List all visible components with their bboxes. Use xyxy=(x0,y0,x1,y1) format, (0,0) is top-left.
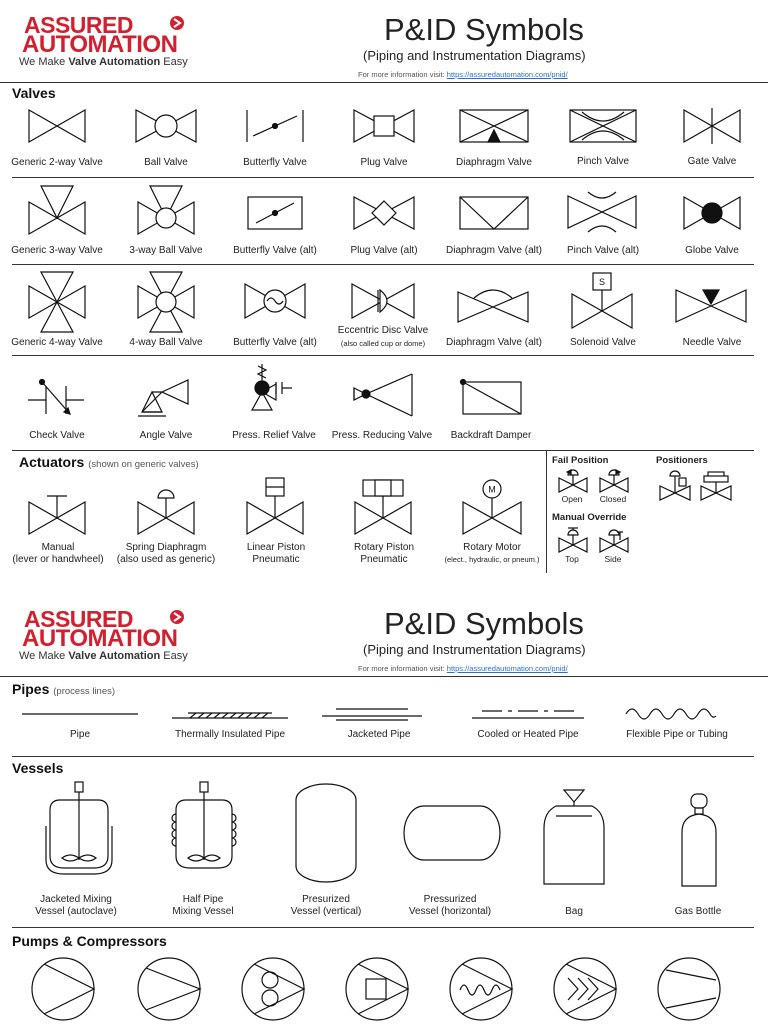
label-cooled-heated-pipe: Cooled or Heated Pipe xyxy=(477,729,579,740)
half-pipe-mixing-vessel-icon xyxy=(168,780,240,876)
linear-piston-actuator-icon xyxy=(245,476,305,536)
flexible-pipe-icon xyxy=(624,704,718,722)
bag-icon xyxy=(542,788,606,886)
label-diaphragm-valve-alt2: Diaphragm Valve (alt) xyxy=(446,337,542,348)
page-title: P&ID Symbols xyxy=(384,12,584,47)
label-spring-diaphragm: Spring Diaphragm (also used as generic) xyxy=(116,542,216,565)
label-jacketed-pipe: Jacketed Pipe xyxy=(347,729,411,740)
label-angle-valve: Angle Valve xyxy=(139,430,193,441)
label-4way-ball-valve: 4-way Ball Valve xyxy=(129,337,203,348)
label-rotary-motor: Rotary Motor (elect., hydraulic, or pneum.) xyxy=(444,542,540,564)
tagline: We Make Valve Automation Easy xyxy=(19,56,188,68)
label-pressure-reducing-valve: Press. Reducing Valve xyxy=(331,430,433,441)
pump-icon xyxy=(30,956,96,1022)
more-info-link[interactable]: https://assuredautomation.com/pnid/ xyxy=(446,70,568,79)
generic-4way-valve-icon xyxy=(27,270,87,334)
tagline: We Make Valve Automation Easy xyxy=(19,650,188,662)
page-subtitle: (Piping and Instrumentation Diagrams) xyxy=(363,642,586,657)
3way-ball-valve-icon xyxy=(136,184,196,236)
label-generic-3way-valve: Generic 3-way Valve xyxy=(11,245,103,256)
label-backdraft-damper: Backdraft Damper xyxy=(450,430,532,441)
pressure-reducing-valve-icon xyxy=(350,372,416,420)
label-fail-open: Open xyxy=(561,494,583,504)
divider xyxy=(0,676,768,677)
section-pipes: Pipes (process lines) xyxy=(12,681,116,697)
plug-valve-alt-icon xyxy=(352,195,416,231)
manual-actuator-icon xyxy=(27,494,87,536)
row-divider xyxy=(12,927,754,928)
4way-ball-valve-icon xyxy=(136,270,196,334)
gate-valve-icon xyxy=(682,108,742,144)
label-gas-bottle: Gas Bottle xyxy=(674,906,722,917)
section-vessels: Vessels xyxy=(12,760,64,776)
label-plug-valve-alt: Plug Valve (alt) xyxy=(350,245,418,256)
label-gate-valve: Gate Valve xyxy=(687,156,737,167)
jacketed-pipe-icon xyxy=(322,704,422,722)
label-eccentric-disc-valve: Eccentric Disc Valve xyxy=(337,325,429,336)
label-pinch-valve: Pinch Valve xyxy=(576,156,630,167)
label-insulated-pipe: Thermally Insulated Pipe xyxy=(174,729,286,740)
label-generic-2way-valve: Generic 2-way Valve xyxy=(11,157,103,168)
label-pipe: Pipe xyxy=(69,729,91,740)
logo-swirl-icon xyxy=(168,13,186,33)
pump-alt-icon xyxy=(136,956,202,1022)
section-actuators: Actuators (shown on generic valves) xyxy=(19,454,199,470)
backdraft-damper-icon xyxy=(459,378,525,418)
positioners-heading: Positioners xyxy=(656,455,708,466)
fail-open-icon xyxy=(558,470,588,494)
label-pressure-relief-valve: Press. Relief Valve xyxy=(232,430,316,441)
solenoid-valve-icon xyxy=(570,272,634,330)
check-valve-icon xyxy=(28,376,84,418)
label-diaphragm-valve-alt: Diaphragm Valve (alt) xyxy=(446,245,542,256)
label-half-pipe-mixing-vessel: Half Pipe Mixing Vessel xyxy=(172,894,234,917)
label-butterfly-valve-alt: Butterfly Valve (alt) xyxy=(233,245,317,256)
label-solenoid-valve: Solenoid Valve xyxy=(570,337,636,348)
label-ball-valve: Ball Valve xyxy=(144,157,188,168)
logo-automation: AUTOMATION xyxy=(22,625,178,652)
angle-valve-icon xyxy=(138,372,194,418)
label-check-valve: Check Valve xyxy=(29,430,85,441)
thermally-insulated-pipe-icon xyxy=(172,706,288,722)
logo-automation: AUTOMATION xyxy=(22,31,178,58)
label-rotary-piston: Rotary Piston Pneumatic xyxy=(353,542,415,565)
rotary-piston-actuator-icon xyxy=(353,476,413,536)
more-info: For more information visit: https://assuredautomation.com/pnid/ xyxy=(358,664,568,673)
label-butterfly-valve-alt2: Butterfly Valve (alt) xyxy=(233,337,317,348)
butterfly-valve-alt-icon xyxy=(246,195,304,231)
centrifugal-pump-icon xyxy=(656,956,722,1022)
rotary-motor-actuator-icon xyxy=(461,478,523,536)
diaphragm-valve-alt-icon xyxy=(458,195,530,231)
screw-pump-icon xyxy=(448,956,514,1022)
row-divider xyxy=(12,756,754,757)
cooled-heated-pipe-icon xyxy=(472,706,584,722)
row-divider xyxy=(12,450,754,451)
butterfly-valve-alt2-icon xyxy=(243,282,307,320)
page-title: P&ID Symbols xyxy=(384,606,584,641)
solenoid-letter: S xyxy=(598,277,606,287)
label-manual-actuator: Manual (lever or handwheel) xyxy=(12,542,104,565)
label-jacketed-mixing-vessel: Jacketed Mixing Vessel (autoclave) xyxy=(35,894,117,917)
multistage-pump-icon xyxy=(552,956,618,1022)
plug-valve-icon xyxy=(352,108,416,144)
label-pressurized-vessel-vertical: Presurized Vessel (vertical) xyxy=(290,894,362,917)
needle-valve-icon xyxy=(674,286,748,324)
more-info: For more information visit: https://assuredautomation.com/pnid/ xyxy=(358,70,568,79)
actuators-divider xyxy=(546,451,547,573)
spring-diaphragm-actuator-icon xyxy=(136,486,196,536)
label-pinch-valve-alt: Pinch Valve (alt) xyxy=(566,245,640,256)
divider xyxy=(0,82,768,83)
logo-assured: ASSURED xyxy=(24,606,133,632)
label-3way-ball-valve: 3-way Ball Valve xyxy=(129,245,203,256)
row-divider xyxy=(12,264,754,265)
lobe-pump-icon xyxy=(240,956,306,1022)
gas-bottle-icon xyxy=(678,792,720,888)
logo-assured: ASSURED xyxy=(24,12,133,38)
label-linear-piston: Linear Piston Pneumatic xyxy=(246,542,306,565)
pinch-valve-alt-icon xyxy=(566,190,638,232)
section-valves: Valves xyxy=(12,85,56,101)
generic-3way-valve-icon xyxy=(27,184,87,236)
ball-valve-icon xyxy=(134,108,198,144)
label-eccentric-disc-note: (also called cup or dome) xyxy=(340,339,426,348)
override-top-icon xyxy=(558,528,588,554)
page-subtitle: (Piping and Instrumentation Diagrams) xyxy=(363,48,586,63)
butterfly-valve-icon xyxy=(245,108,305,144)
pressurized-vessel-vertical-icon xyxy=(294,782,358,884)
more-info-link[interactable]: https://assuredautomation.com/pnid/ xyxy=(446,664,568,673)
motor-letter: M xyxy=(488,484,496,495)
label-override-side: Side xyxy=(604,554,622,564)
label-diaphragm-valve: Diaphragm Valve xyxy=(456,157,532,168)
fail-position-heading: Fail Position xyxy=(552,455,609,466)
diaphragm-valve-icon xyxy=(458,108,530,144)
logo-swirl-icon xyxy=(168,607,186,627)
label-fail-closed: Closed xyxy=(599,494,627,504)
label-override-top: Top xyxy=(565,554,579,564)
positioner-icon xyxy=(659,470,691,502)
pressure-relief-valve-icon xyxy=(246,360,302,420)
row-divider xyxy=(12,177,754,178)
manual-override-heading: Manual Override xyxy=(552,512,627,523)
jacketed-mixing-vessel-icon xyxy=(40,780,118,876)
pinch-valve-icon xyxy=(568,108,638,144)
label-globe-valve: Globe Valve xyxy=(685,245,739,256)
eccentric-disc-valve-icon xyxy=(350,282,416,320)
diaphragm-valve-alt2-icon xyxy=(456,288,530,324)
positioner-alt-icon xyxy=(700,470,732,502)
pressurized-vessel-horizontal-icon xyxy=(402,804,502,862)
globe-valve-icon xyxy=(682,195,742,231)
label-butterfly-valve: Butterfly Valve xyxy=(243,157,307,168)
label-pressurized-vessel-horizontal: Pressurized Vessel (horizontal) xyxy=(408,894,492,917)
section-pumps: Pumps & Compressors xyxy=(12,933,167,949)
generic-2way-valve-icon xyxy=(27,108,87,144)
pipe-icon xyxy=(22,706,138,722)
label-needle-valve: Needle Valve xyxy=(682,337,742,348)
rotary-pump-icon xyxy=(344,956,410,1022)
row-divider xyxy=(12,355,754,356)
override-side-icon xyxy=(599,528,629,554)
label-plug-valve: Plug Valve xyxy=(360,157,408,168)
label-flexible-pipe: Flexible Pipe or Tubing xyxy=(626,729,728,740)
fail-closed-icon xyxy=(599,470,629,494)
label-generic-4way-valve: Generic 4-way Valve xyxy=(11,337,103,348)
label-bag: Bag xyxy=(565,906,583,917)
